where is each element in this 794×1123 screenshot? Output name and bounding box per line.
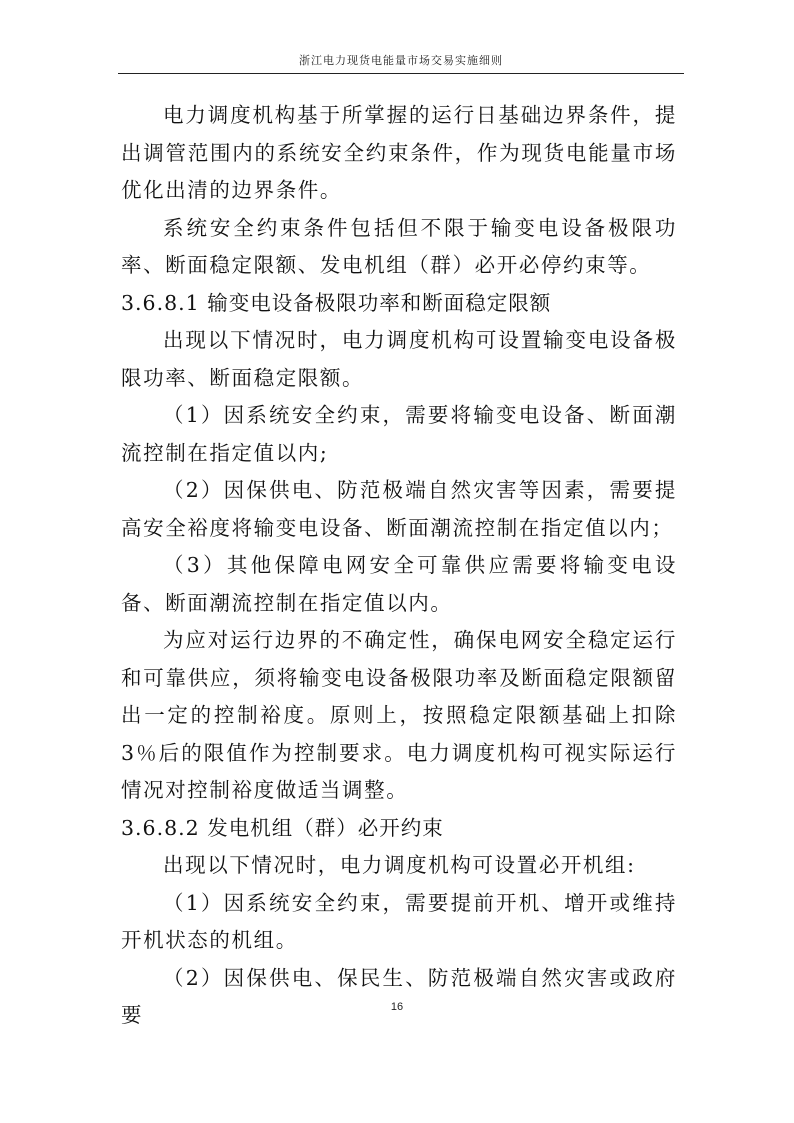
list-item-must-run-2: （2）因保供电、保民生、防范极端自然灾害或政府要 <box>121 965 677 1027</box>
document-body <box>121 97 677 1035</box>
paragraph-boundary-conditions: 电力调度机构基于所掌握的运行日基础边界条件，提出调管范围内的系统安全约束条件，作为现货电能量市场优化出清的边界条件。 <box>121 103 677 202</box>
paragraph-security-constraints: 系统安全约束条件包括但不限于输变电设备极限功率、断面稳定限额、发电机组（群）必开必停约束等。 <box>121 215 677 277</box>
page-number: 16 <box>390 1001 404 1013</box>
list-item-3: （3）其他保障电网安全可靠供应需要将输变电设备、断面潮流控制在指定值以内。 <box>121 553 677 615</box>
paragraph-control-margin: 为应对运行边界的不确定性，确保电网安全稳定运行和可靠供应，须将输变电设备极限功率及断面稳定限额留出一定的控制裕度。原则上，按照稳定限额基础上扣除 3％后的限值作为控制要求。电力调度机构可视实际运行情况对控制裕度做适当调整。 <box>121 628 677 802</box>
paragraph-conditions-intro: 出现以下情况时，电力调度机构可设置输变电设备极限功率、断面稳定限额。 <box>121 328 677 390</box>
section-heading-3-6-8-1: 3.6.8.1 输变电设备极限功率和断面稳定限额 <box>121 290 552 315</box>
section-heading-3-6-8-2: 3.6.8.2 发电机组（群）必开约束 <box>121 815 444 840</box>
header-divider <box>118 73 684 74</box>
document-header-title: 浙江电力现货电能量市场交易实施细则 <box>299 54 503 67</box>
list-item-must-run-1: （1）因系统安全约束，需要提前开机、增开或维持开机状态的机组。 <box>121 890 677 952</box>
paragraph-must-run-intro: 出现以下情况时，电力调度机构可设置必开机组: <box>163 853 636 877</box>
list-item-2: （2）因保供电、防范极端自然灾害等因素，需要提高安全裕度将输变电设备、断面潮流控制在指定值以内； <box>121 478 677 540</box>
list-item-1: （1）因系统安全约束，需要将输变电设备、断面潮流控制在指定值以内; <box>121 403 677 465</box>
